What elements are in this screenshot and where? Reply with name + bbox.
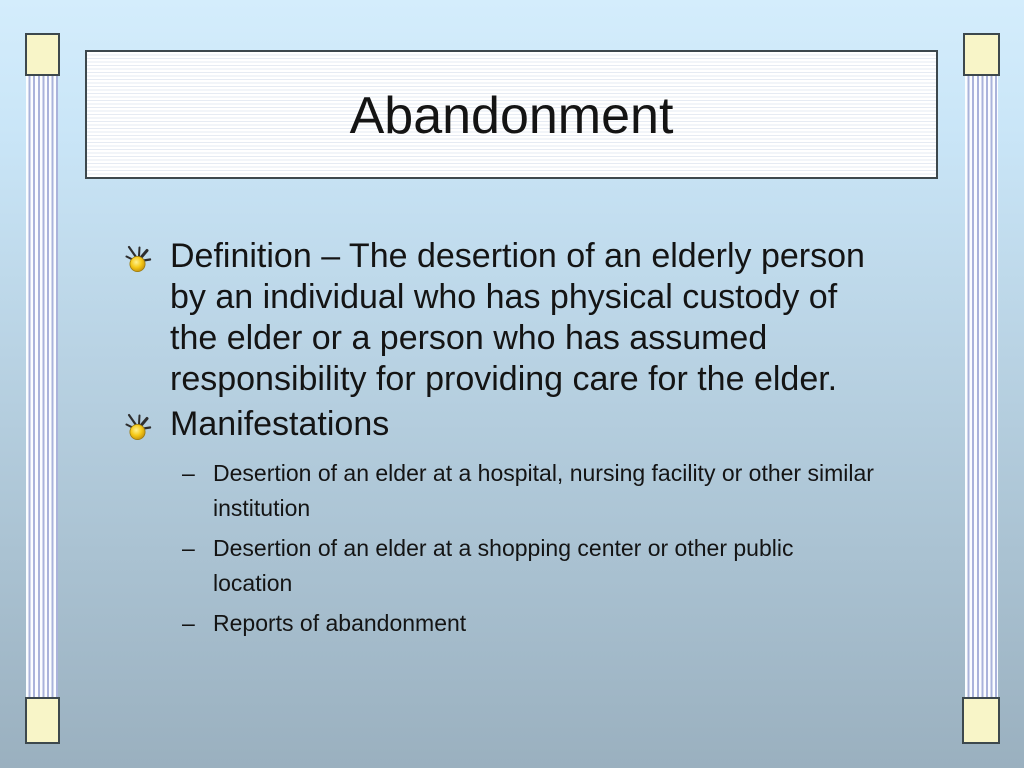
sub-bullet-text-line: Reports of abandonment (213, 610, 467, 636)
dash-bullet-marker: – (182, 610, 195, 636)
right-column-base (962, 697, 1000, 744)
sub-bullet-item-shopping (124, 531, 903, 601)
title-box (85, 50, 938, 179)
sub-bullet-text-line: Desertion of an elder at a hospital, nursing facility or other similar (213, 460, 874, 486)
dash-bullet-marker: – (182, 460, 195, 486)
bullet-text-line: responsibility for providing care for the elder. (170, 360, 838, 398)
bullet-item-manifestations (124, 404, 885, 445)
bullet-text-line: Manifestations (170, 405, 390, 443)
bullet-text-line: by an individual who has physical custody of (170, 278, 838, 316)
sub-bullet-item-hospital (124, 456, 903, 526)
left-column-base (25, 697, 60, 744)
sub-bullet-text-line: institution (213, 495, 311, 521)
slide-title: Abandonment (349, 86, 674, 145)
sub-bullet-text-line: Desertion of an elder at a shopping center or other public (213, 535, 794, 561)
sun-bullet-icon (124, 243, 153, 273)
bullet-text-line: Definition – The desertion of an elderly person (170, 237, 865, 275)
left-column-capital (25, 33, 60, 76)
right-column-capital (963, 33, 1000, 76)
bullet-text-line: the elder or a person who has assumed (170, 319, 768, 357)
sun-bullet-icon (124, 411, 153, 441)
dash-bullet-marker: – (182, 535, 195, 561)
bullet-item-definition (124, 236, 885, 400)
sub-bullet-item-reports (124, 606, 903, 641)
right-column-shaft (965, 76, 998, 697)
left-column-shaft (26, 76, 58, 697)
sub-bullet-text-line: location (213, 570, 293, 596)
slide-body (124, 236, 924, 641)
